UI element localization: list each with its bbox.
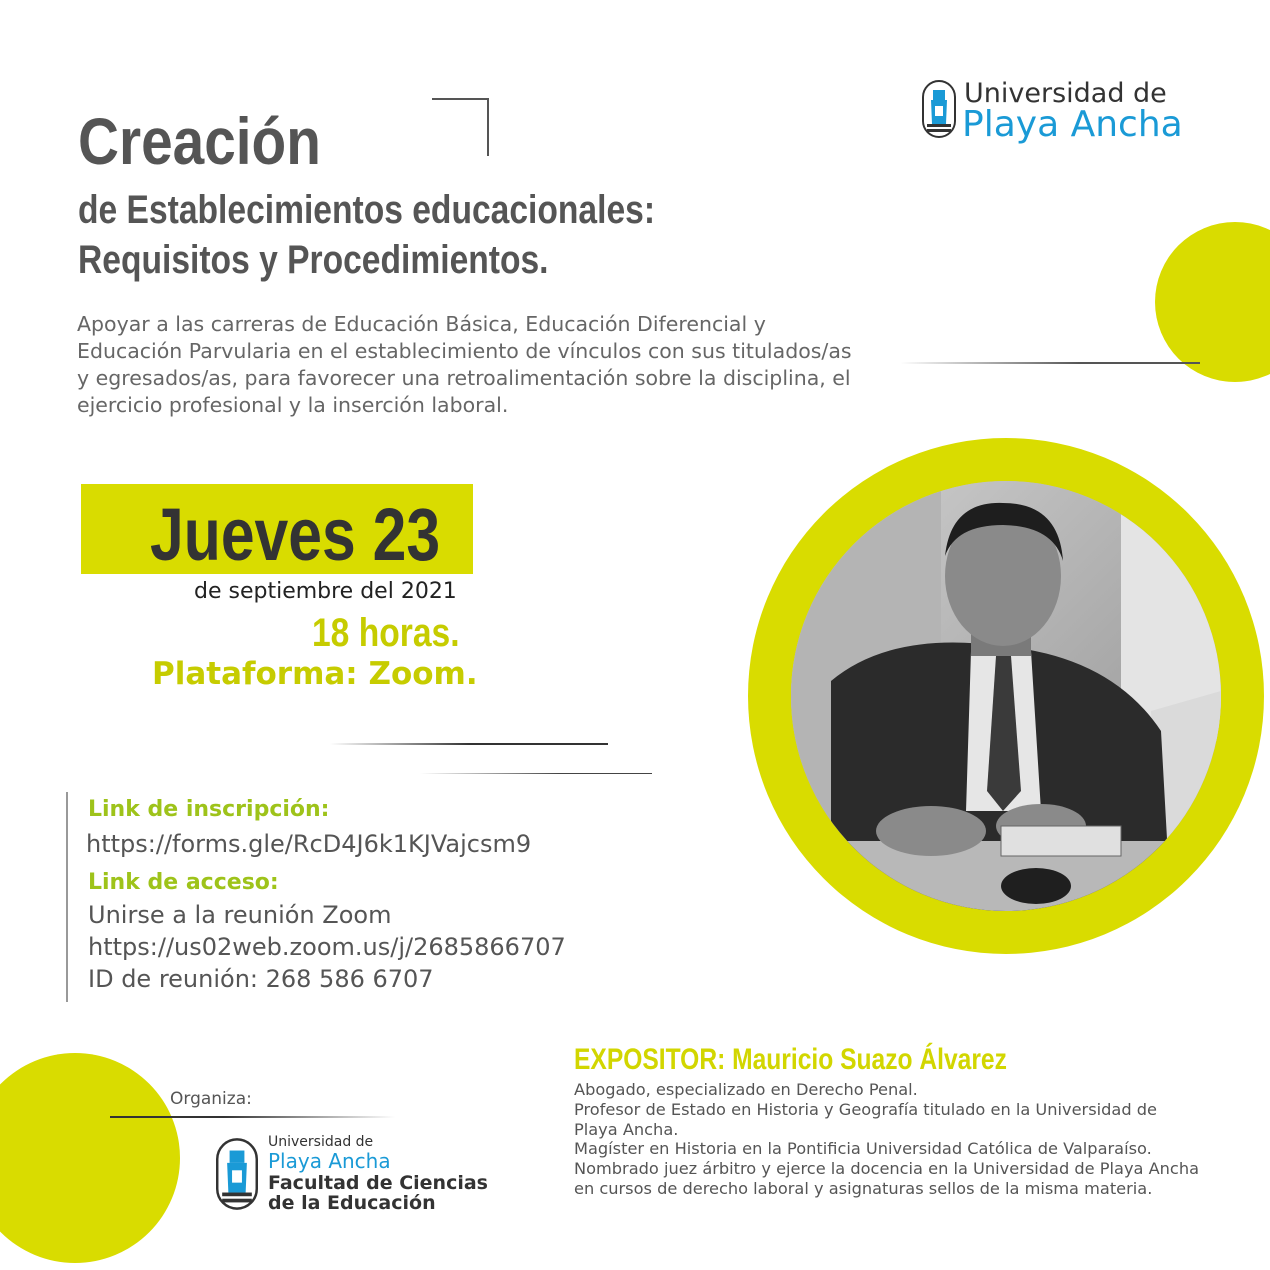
organizer-logo [216,1134,486,1214]
organizer-logo-line-4: de la Educación [268,1192,436,1214]
page-subtitle-line-1: de Establecimientos educacionales: [78,188,656,232]
access-link-url[interactable]: https://us02web.zoom.us/j/2685866707 [88,933,566,961]
logo-line-1: Universidad de [964,78,1167,109]
speaker-bio [574,1080,1234,1199]
speaker-portrait-photo [791,481,1221,911]
divider-line-bottom-left [110,1116,395,1118]
meeting-id: ID de reunión: 268 586 6707 [88,965,434,993]
lighthouse-logo-icon [216,1136,258,1212]
logo-line-2: Playa Ancha [962,104,1183,145]
lighthouse-logo-icon [922,80,956,138]
speaker-bio-line: Nombrado juez árbitro y ejerce la docencia en la Universidad de Playa Ancha [574,1159,1200,1179]
speaker-bio-line: Abogado, especializado en Derecho Penal. [574,1080,918,1099]
divider-line-top-right [900,362,1200,364]
decorative-circle-bottom-left [0,1053,180,1263]
event-platform: Plataforma: Zoom. [152,656,478,692]
speaker-bio-line: Magíster en Historia en la Pontificia Universidad Católica de Valparaíso. [574,1139,1152,1159]
event-date-rest: de septiembre del 2021 [194,579,457,604]
organizer-logo-line-2: Playa Ancha [268,1149,391,1173]
links-accent-bar [66,792,68,1002]
divider-line-mid-2 [420,773,652,774]
organizer-label: Organiza: [170,1089,252,1109]
access-link-text[interactable]: Unirse a la reunión Zoom [88,901,392,929]
speaker-bio-line: en cursos de derecho laboral y asignaturas sellos de la misma materia. [574,1178,1153,1198]
event-description: Apoyar a las carreras de Educación Básica, Educación Diferencial y Educación Parvularia en el establecimiento de vínculos con sus titulados/as y egresados/as, para favorecer una retroalimentación sobre la disciplina, el ejercicio profesional y la inserción laboral. [77,312,852,417]
speaker-bio-line: Profesor de Estado en Historia y Geografía titulado en la Universidad de [574,1099,1157,1119]
speaker-title: EXPOSITOR: Mauricio Suazo Álvarez [574,1043,1007,1076]
registration-link-label: Link de inscripción: [88,797,330,822]
university-logo-header [922,78,1192,145]
organizer-logo-line-3: Facultad de Ciencias [268,1172,488,1194]
decorative-corner-bracket [432,98,489,156]
event-time: 18 horas. [312,611,460,655]
organizer-logo-line-1: Universidad de [268,1134,374,1150]
page-subtitle-line-2: Requisitos y Procedimientos. [78,238,549,282]
registration-link[interactable]: https://forms.gle/RcD4J6k1KJVajcsm9 [86,830,532,858]
access-link-label: Link de acceso: [88,870,279,895]
divider-line-mid-1 [330,743,608,745]
decorative-circle-top-right [1155,222,1270,382]
page-title: Creación [78,104,321,178]
event-day: Jueves 23 [150,493,441,576]
speaker-bio-line: Playa Ancha. [574,1119,679,1139]
